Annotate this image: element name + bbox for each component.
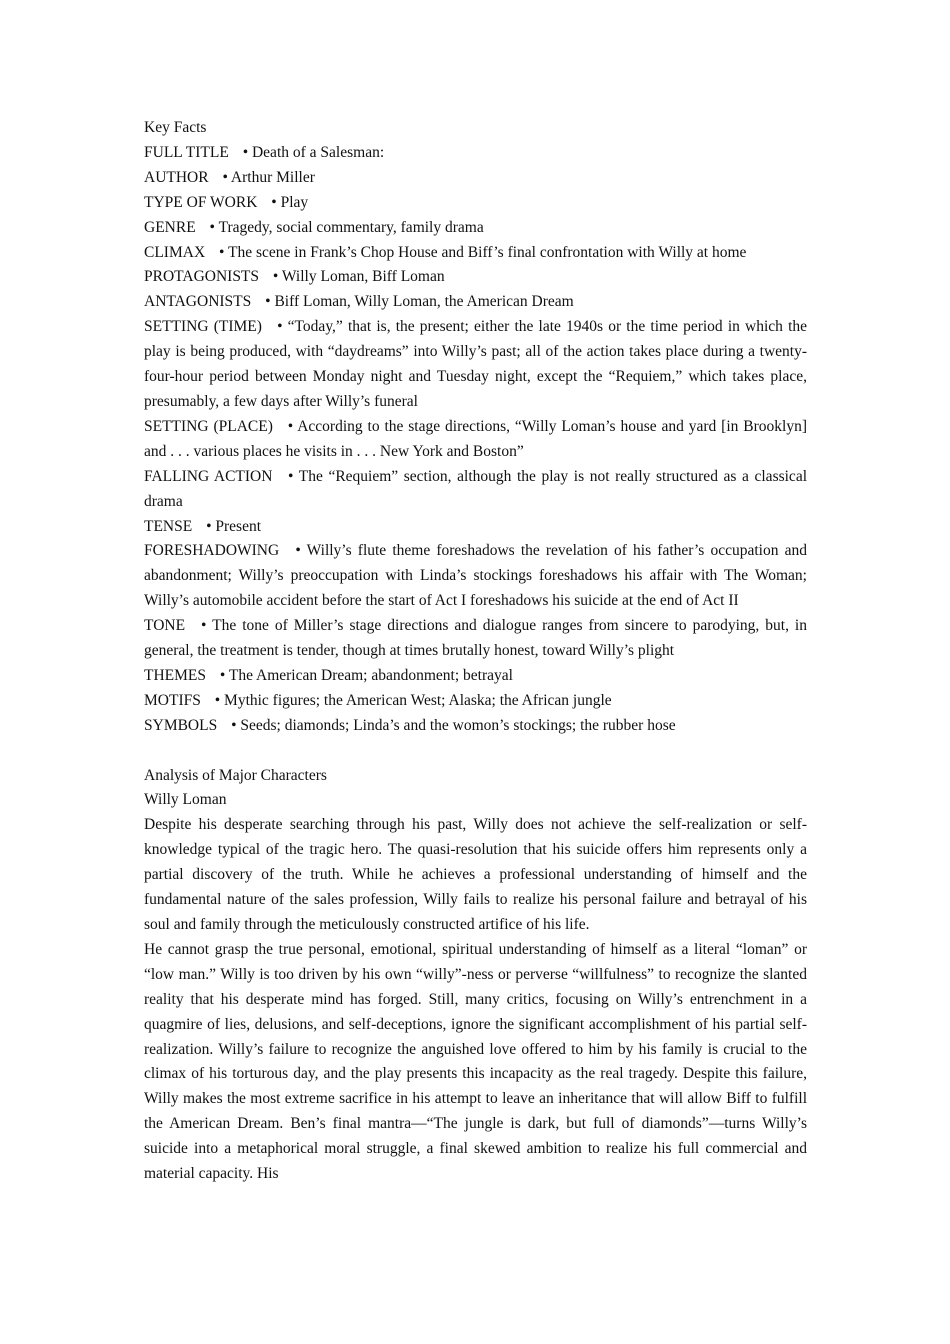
- fact-value: • The tone of Miller’s stage directions and dialogue ranges from sincere to parodying, but, in general, the treatment is tender, though at times brutally honest, toward Willy’s plight: [144, 617, 807, 660]
- fact-type-of-work: [144, 191, 807, 216]
- fact-value: • Death of a Salesman:: [242, 143, 385, 161]
- fact-value: • The scene in Frank’s Chop House and Biff’s final confrontation with Willy at home: [219, 243, 747, 261]
- character-name: Willy Loman: [144, 791, 227, 809]
- fact-label: SETTING (TIME): [144, 318, 262, 336]
- fact-value: • “Today,” that is, the present; either the late 1940s or the time period in which the play is being produced, with “daydreams” into Willy’s past; all of the action takes place during a twenty-four-hour period between Monday night and Tuesday night, except the “Requiem,” which takes place, presumably, a few days after Willy’s funeral: [144, 318, 807, 410]
- fact-climax: [144, 241, 807, 266]
- section-spacer: [144, 739, 807, 764]
- key-facts-list: [144, 141, 807, 739]
- key-facts-heading: Key Facts: [144, 119, 207, 136]
- fact-full-title: [144, 141, 807, 166]
- fact-label: MOTIFS: [144, 691, 201, 709]
- fact-label: SYMBOLS: [144, 716, 218, 734]
- fact-setting-time: [144, 315, 807, 415]
- fact-foreshadowing: [144, 539, 807, 614]
- fact-value: • Biff Loman, Willy Loman, the American Dream: [265, 293, 574, 311]
- fact-value: • According to the stage directions, “Willy Loman’s house and yard [in Brooklyn] and . . . various places he visits in . . . New York and Boston”: [144, 417, 807, 460]
- analysis-paragraph: Despite his desperate searching through his past, Willy does not achieve the self-realization or self-knowledge typical of the tragic hero. The quasi-resolution that his suicide offers him represents only a partial discovery of the truth. While he achieves a professional understanding of himself and the fundamental nature of the sales profession, Willy fails to realize his personal failure and betrayal of his soul and family through the meticulously constructed artifice of his life.: [144, 816, 807, 933]
- fact-label: AUTHOR: [144, 168, 209, 186]
- fact-value: • Play: [271, 193, 309, 211]
- document-page: [144, 116, 807, 1187]
- fact-value: • Present: [206, 517, 262, 535]
- fact-label: THEMES: [144, 666, 206, 684]
- fact-label: TONE: [144, 617, 186, 635]
- fact-author: [144, 166, 807, 191]
- fact-tense: [144, 515, 807, 540]
- fact-label: GENRE: [144, 218, 196, 236]
- fact-antagonists: [144, 290, 807, 315]
- analysis-paragraph: He cannot grasp the true personal, emotional, spiritual understanding of himself as a literal “loman” or “low man.” Willy is too driven by his own “willy”-ness or perverse “willfulness” to recognize the slanted reality that his desperate mind has forged. Still, many critics, focusing on Willy’s entrenchment in a quagmire of lies, delusions, and self-deceptions, ignore the significant accomplishment of his partial self-realization. Willy’s failure to recognize the anguished love offered to him by his family is crucial to the climax of his torturous day, and the play presents this incapacity as the real tragedy. Despite this failure, Willy makes the most extreme sacrifice in his attempt to leave an inheritance that will allow Biff to fulfill the American Dream. Ben’s final mantra—“The jungle is dark, but full of diamonds”—turns Willy’s suicide into a metaphorical moral struggle, a final skewed ambition to realize his full commercial and material capacity. His: [144, 940, 807, 1183]
- fact-value: • Arthur Miller: [222, 168, 315, 186]
- fact-label: ANTAGONISTS: [144, 293, 252, 311]
- fact-value: • Willy’s flute theme foreshadows the revelation of his father’s occupation and abandonment; Willy’s preoccupation with Linda’s stockings foreshadows his affair with The Woman; Willy’s automobile accident before the start of Act I foreshadows his suicide at the end of Act II: [144, 542, 807, 610]
- fact-label: CLIMAX: [144, 243, 206, 261]
- fact-value: • The American Dream; abandonment; betrayal: [219, 666, 513, 684]
- fact-value: • Willy Loman, Biff Loman: [272, 268, 445, 286]
- fact-label: FORESHADOWING: [144, 542, 280, 560]
- fact-value: • Mythic figures; the American West; Alaska; the African jungle: [214, 691, 612, 709]
- fact-tone: [144, 614, 807, 664]
- fact-protagonists: [144, 265, 807, 290]
- fact-symbols: [144, 714, 807, 739]
- fact-label: TENSE: [144, 517, 193, 535]
- fact-value: • The “Requiem” section, although the play is not really structured as a classical drama: [144, 467, 808, 510]
- fact-motifs: [144, 689, 807, 714]
- analysis-heading: Analysis of Major Characters: [144, 766, 327, 784]
- fact-label: SETTING (PLACE): [144, 417, 273, 435]
- fact-themes: [144, 664, 807, 689]
- fact-setting-place: [144, 415, 807, 465]
- fact-value: • Tragedy, social commentary, family drama: [209, 218, 484, 236]
- fact-label: FALLING ACTION: [144, 467, 273, 485]
- fact-label: TYPE OF WORK: [144, 193, 258, 211]
- fact-label: PROTAGONISTS: [144, 268, 260, 286]
- fact-falling-action: [144, 465, 807, 515]
- fact-genre: [144, 216, 807, 241]
- fact-label: FULL TITLE: [144, 143, 229, 161]
- fact-value: • Seeds; diamonds; Linda’s and the womon’s stockings; the rubber hose: [231, 716, 676, 734]
